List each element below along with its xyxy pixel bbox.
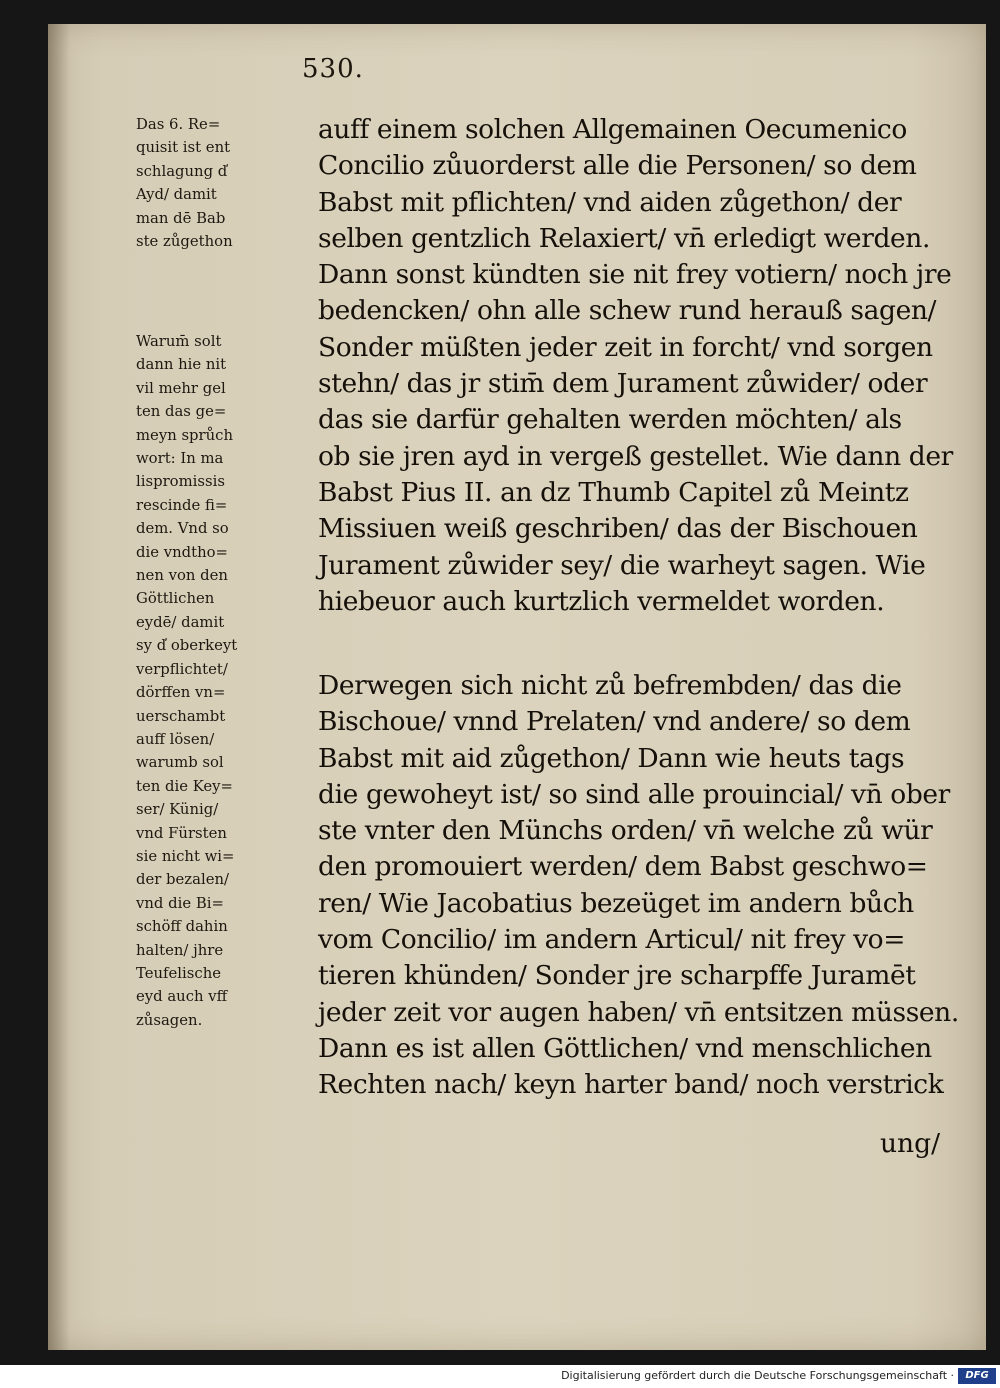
page-number: 530. [302,54,364,84]
marginal-line: lispromissis [136,472,225,491]
marginal-note [136,330,308,1032]
text-line: ste vnter den Münchs orden/ vn̄ welche zů wür [318,815,933,847]
marginal-line: man dē Bab [136,208,226,227]
catchword: ung/ [879,1128,940,1159]
text-line: tieren khünden/ Sonder jre scharpffe Juramēt [318,960,916,992]
text-line: Babst Pius II. an dz Thumb Capitel zů Meintz [318,476,909,508]
text-line: Missiuen weiß geschriben/ das der Bischouen [318,513,918,545]
marginal-line: vnd Fürsten [136,823,227,842]
marginal-line: ten die Key= [136,776,233,795]
marginal-line: zůsagen. [136,1010,203,1029]
marginal-line: quisit ist ent [136,138,231,157]
marginal-line: vil mehr gel [136,378,226,397]
text-line: Babst mit pflichten/ vnd aiden zůgethon/ der [318,186,902,218]
marginal-line: Göttlichen [136,589,215,608]
text-line: Babst mit aid zůgethon/ Dann wie heuts tags [318,742,905,774]
text-line: auff einem solchen Allgemainen Oecumenico [318,114,907,145]
text-line: stehn/ das jr stim̄ dem Jurament zůwider/ oder [318,368,928,400]
marginal-line: ser/ Künig/ [136,800,219,819]
marginal-line: schlagung d̕ [136,161,228,180]
marginal-line: dörffen vn= [136,683,226,702]
marginal-line: nen von den [136,566,228,585]
marginal-line: dann hie nit [136,355,227,374]
marginal-line: dem. Vnd so [136,519,229,538]
text-line: den promouiert werden/ dem Babst geschwo= [318,851,928,883]
gutter-shadow [48,24,70,1350]
marginal-line: Das 6. Re= [136,115,221,133]
text-line: Rechten nach/ keyn harter band/ noch verstrick [318,1069,944,1101]
marginal-line: die vndtho= [136,542,228,561]
marginal-line: auff lösen/ [136,729,215,748]
marginal-line: warumb sol [136,753,224,772]
paragraph [318,112,978,620]
marginal-line: wort: In ma [136,449,224,468]
paragraph [318,668,978,1104]
marginal-line: eyd auch vff [136,987,228,1006]
marginal-line: schöff dahin [136,917,228,936]
text-line: vom Concilio/ im andern Articul/ nit frey vo= [318,924,906,956]
marginal-line: vnd die Bi= [136,893,224,912]
text-line: ren/ Wie Jacobatius bezeüget im andern bůch [318,887,914,919]
marginal-line: Teufelische [136,963,222,982]
marginal-line: halten/ jhre [136,940,224,959]
text-line: Sonder müßten jeder zeit in forcht/ vnd sorgen [318,331,933,363]
marginal-line: Ayd/ damit [136,185,217,204]
marginal-line: ste zůgethon [136,232,233,251]
text-line: Jurament zůwider sey/ die warheyt sagen. Wie [318,549,926,581]
footer-bar [0,1365,1000,1388]
marginal-line: der bezalen/ [136,870,230,889]
marginal-line: sy d̕ oberkeyt [136,636,238,655]
marginal-line: uerschambt [136,706,226,725]
funding-credit: Digitalisierung gefördert durch die Deutsche Forschungsgemeinschaft · [561,1369,954,1382]
marginal-note [136,113,308,253]
text-line: bedencken/ ohn alle schew rund herauß sagen/ [318,295,937,327]
marginal-line: sie nicht wi= [136,846,235,865]
marginal-line: rescinde fi= [136,495,228,514]
marginal-line: eydē/ damit [136,612,225,631]
text-line: Bischoue/ vnnd Prelaten/ vnd andere/ so dem [318,706,911,738]
text-line: Dann es ist allen Göttlichen/ vnd menschlichen [318,1032,932,1064]
text-line: hiebeuor auch kurtzlich vermeldet worden. [318,585,885,617]
text-line: ob sie jren ayd in vergeß gestellet. Wie dann der [318,440,953,472]
text-line: Concilio zůuorderst alle die Personen/ so dem [318,150,917,182]
marginal-line: meyn sprůch [136,425,234,444]
text-line: jeder zeit vor augen haben/ vn̄ entsitzen müssen. [318,996,959,1028]
dfg-logo: DFG [958,1368,996,1384]
text-line: die gewoheyt ist/ so sind alle prouincial/ vn̄ ober [318,778,950,810]
marginal-line: Warum̄ solt [136,332,222,350]
marginal-line: verpflichtet/ [136,659,228,678]
text-line: das sie darfür gehalten werden möchten/ als [318,404,902,436]
text-line: Dann sonst kündten sie nit frey votiern/ noch jre [318,259,952,291]
marginal-line: ten das ge= [136,402,227,421]
text-line: selben gentzlich Relaxiert/ vn̄ erledigt werden. [318,222,930,254]
text-line: Derwegen sich nicht zů befrembden/ das die [318,670,902,701]
